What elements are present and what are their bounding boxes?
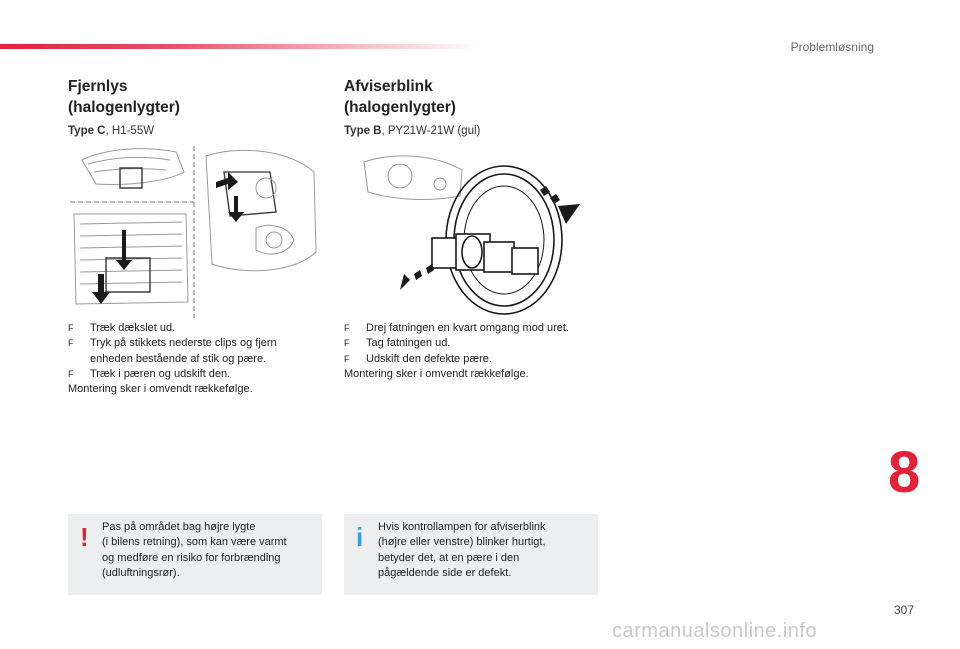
warning-note [68, 514, 322, 595]
bullet-icon: F [344, 338, 350, 349]
bullet-icon: F [68, 368, 74, 379]
list-item: F Tag fatningen ud. [344, 336, 604, 351]
section-title: Problemløsning [790, 40, 874, 54]
bullet-icon: F [344, 323, 350, 333]
turn-signal-type: Type B, PY21W-21W (gul) [344, 125, 481, 137]
list-item: F Træk i pæren og udskift den. [68, 367, 320, 382]
high-beam-title: Fjernlys (halogenlygter) [68, 78, 180, 116]
turn-signal-illustration [344, 142, 596, 318]
high-beam-column [68, 76, 328, 137]
high-beam-type: Type C, H1-55W [68, 125, 155, 137]
bullet-icon: F [344, 353, 350, 364]
bullet-icon: F [68, 323, 74, 333]
info-icon: i [356, 522, 364, 552]
bullet-icon: F [68, 338, 74, 349]
turn-signal-steps [344, 321, 604, 382]
closing-note: Montering sker i omvendt rækkefølge. [344, 367, 529, 380]
list-item: F Drej fatningen en kvart omgang mod uret. [344, 321, 604, 336]
page-number: 307 [893, 603, 914, 617]
turn-signal-column [344, 76, 604, 137]
header-accent-bar [0, 44, 480, 49]
high-beam-illustration [66, 142, 328, 318]
list-item: F Træk dækslet ud. [68, 321, 320, 336]
turn-signal-title: Afviserblink (halogenlygter) [344, 78, 456, 116]
info-note [344, 514, 598, 595]
info-text: Hvis kontrollampen for afviserblink (højre eller venstre) blinker hurtigt, betyder det, at en pære i den pågældende side er defekt. [378, 521, 546, 579]
high-beam-steps [68, 321, 320, 397]
footer-watermark: carmanualsonline.info [612, 620, 818, 642]
warning-text: Pas på området bag højre lygte (i bilens retning), som kan være varmt og medføre en risiko for forbrænding (udluftningsrør). [102, 521, 287, 579]
list-item: F Udskift den defekte pære. [344, 352, 604, 367]
warning-icon: ! [80, 522, 89, 552]
chapter-number: 8 [888, 440, 921, 505]
closing-note: Montering sker i omvendt rækkefølge. [68, 383, 253, 396]
list-item: F Tryk på stikkets nederste clips og fjern enheden bestående af stik og pære. [68, 336, 320, 367]
